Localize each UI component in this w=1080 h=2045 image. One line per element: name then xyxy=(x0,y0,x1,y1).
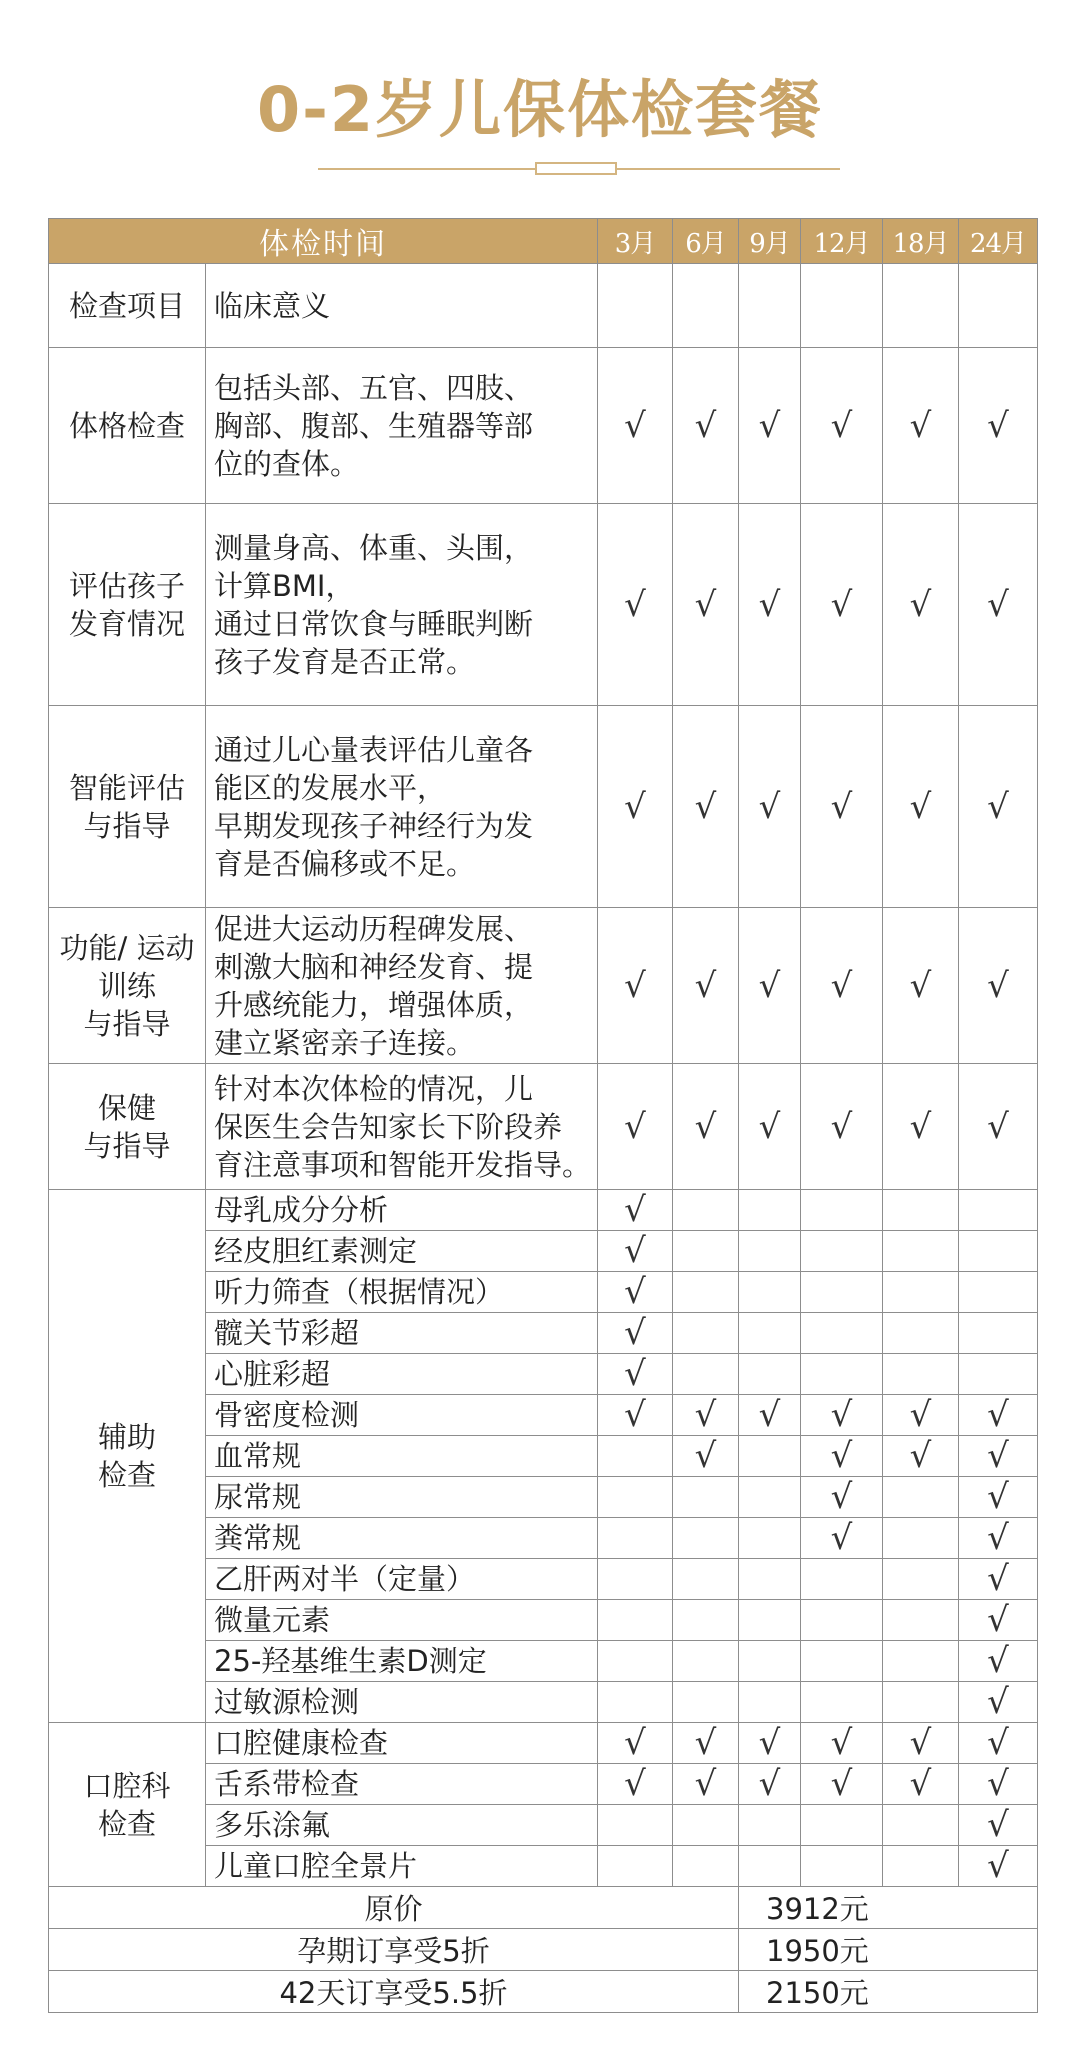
price-value: 2150元 xyxy=(766,1976,869,2010)
section-meaning-line: 保医生会告知家长下阶段养 xyxy=(214,1109,563,1144)
check-cell-24月 xyxy=(959,504,1038,706)
check-cell-12月 xyxy=(801,1723,883,1764)
check-mark-icon: √ xyxy=(624,1190,646,1230)
check-cell-24月 xyxy=(959,1723,1038,1764)
check-cell-9月 xyxy=(739,1600,801,1641)
sub-item-name: 髋关节彩超 xyxy=(206,1313,598,1354)
group-label-line: 检查 xyxy=(97,1806,156,1841)
check-cell-6月 xyxy=(673,1190,739,1231)
check-cell-24月 xyxy=(959,1231,1038,1272)
section-meaning-line: 位的查体。 xyxy=(214,446,360,481)
check-cell-3月 xyxy=(598,348,673,504)
section-meaning-line: 育是否偏移或不足。 xyxy=(214,846,476,881)
check-cell-3月 xyxy=(598,1846,673,1887)
section-meaning-line: 测量身高、体重、头围， xyxy=(214,530,534,565)
price-value: 1950元 xyxy=(766,1934,869,1968)
check-cell-9月 xyxy=(739,1272,801,1313)
section-row xyxy=(49,348,1038,504)
check-mark-icon: √ xyxy=(987,1518,1009,1558)
check-cell-6月 xyxy=(673,1436,739,1477)
section-item xyxy=(49,706,206,908)
check-cell-18月 xyxy=(883,1064,959,1190)
check-cell-12月 xyxy=(801,1231,883,1272)
check-cell-6月 xyxy=(673,1600,739,1641)
check-cell-18月 xyxy=(883,1764,959,1805)
check-mark-icon: √ xyxy=(830,1723,853,1763)
month-header: 24月 xyxy=(959,219,1038,264)
check-cell-9月 xyxy=(739,1723,801,1764)
check-cell-18月 xyxy=(883,1641,959,1682)
check-cell-24月 xyxy=(959,1641,1038,1682)
check-cell-24月 xyxy=(959,1354,1038,1395)
check-mark-icon: √ xyxy=(909,786,932,827)
check-cell-6月 xyxy=(673,1846,739,1887)
check-cell-12月 xyxy=(801,908,883,1064)
check-cell-6月 xyxy=(673,1559,739,1600)
check-mark-icon: √ xyxy=(830,1106,853,1147)
month-header: 9月 xyxy=(739,219,801,264)
check-cell-18月 xyxy=(883,1190,959,1231)
section-meaning xyxy=(206,504,598,706)
month-header: 6月 xyxy=(673,219,739,264)
check-cell-24月 xyxy=(959,348,1038,504)
check-cell-12月 xyxy=(801,1354,883,1395)
sub-item-name: 儿童口腔全景片 xyxy=(206,1846,598,1887)
sub-row xyxy=(49,1723,1038,1764)
check-mark-icon: √ xyxy=(987,1477,1009,1517)
check-mark-icon: √ xyxy=(624,1231,646,1271)
section-meaning-line: 建立紧密亲子连接。 xyxy=(214,1025,476,1060)
check-cell-12月 xyxy=(801,1764,883,1805)
check-cell-18月 xyxy=(883,1600,959,1641)
section-meaning-line: 针对本次体检的情况，儿 xyxy=(214,1071,534,1106)
check-mark-icon: √ xyxy=(909,1106,932,1147)
section-item-line: 功能/ 运动 xyxy=(59,930,195,965)
check-mark-icon: √ xyxy=(694,584,717,625)
check-cell-6月 xyxy=(673,1764,739,1805)
check-cell-12月 xyxy=(801,1313,883,1354)
check-cell-3月 xyxy=(598,1682,673,1723)
title-divider xyxy=(0,150,1080,190)
section-item-line: 训练 xyxy=(97,968,156,1003)
check-mark-icon: √ xyxy=(758,405,781,446)
check-mark-icon: √ xyxy=(694,1723,717,1763)
check-cell-6月 xyxy=(673,1313,739,1354)
check-cell-3月 xyxy=(598,1395,673,1436)
check-cell-9月 xyxy=(739,1805,801,1846)
check-mark-icon: √ xyxy=(987,1846,1009,1886)
check-cell-9月 xyxy=(739,1313,801,1354)
check-cell-3月 xyxy=(598,1190,673,1231)
check-cell-12月 xyxy=(801,504,883,706)
section-row xyxy=(49,706,1038,908)
check-cell-9月 xyxy=(739,504,801,706)
check-cell-6月 xyxy=(673,504,739,706)
price-value: 3912元 xyxy=(766,1892,869,1926)
check-cell-18月 xyxy=(883,1313,959,1354)
meaning-header: 临床意义 xyxy=(206,264,598,348)
check-cell-9月 xyxy=(739,348,801,504)
check-mark-icon: √ xyxy=(624,584,646,625)
check-cell-3月 xyxy=(598,1231,673,1272)
check-mark-icon: √ xyxy=(987,405,1009,446)
sub-item-name: 口腔健康检查 xyxy=(206,1723,598,1764)
month-header: 12月 xyxy=(801,219,883,264)
check-cell-3月 xyxy=(598,1723,673,1764)
section-item-line: 与指导 xyxy=(83,808,171,843)
check-mark-icon: √ xyxy=(830,584,853,625)
check-cell-3月 xyxy=(598,1764,673,1805)
section-item xyxy=(49,348,206,504)
check-cell-18月 xyxy=(883,1723,959,1764)
check-cell-9月 xyxy=(739,1518,801,1559)
check-mark-icon: √ xyxy=(987,1682,1009,1722)
check-cell-9月 xyxy=(739,1641,801,1682)
check-cell-3月 xyxy=(598,1354,673,1395)
check-cell-3月 xyxy=(598,1600,673,1641)
check-mark-icon: √ xyxy=(909,405,932,446)
check-cell-6月 xyxy=(673,1682,739,1723)
price-value-cell xyxy=(739,1971,1038,2013)
check-mark-icon: √ xyxy=(758,1395,781,1435)
check-mark-icon: √ xyxy=(624,1764,646,1804)
section-item xyxy=(49,908,206,1064)
check-mark-icon: √ xyxy=(758,584,781,625)
check-cell-6月 xyxy=(673,908,739,1064)
section-meaning-line: 胸部、腹部、生殖器等部 xyxy=(214,408,534,443)
section-item-line: 评估孩子 xyxy=(68,568,185,603)
check-mark-icon: √ xyxy=(758,965,781,1006)
empty-cell xyxy=(739,264,801,348)
checkup-table xyxy=(48,218,1038,2013)
check-cell-18月 xyxy=(883,1436,959,1477)
section-meaning xyxy=(206,348,598,504)
check-cell-24月 xyxy=(959,1395,1038,1436)
section-meaning-line: 促进大运动历程碑发展、 xyxy=(214,911,534,946)
check-mark-icon: √ xyxy=(624,965,646,1006)
sub-item-name: 心脏彩超 xyxy=(206,1354,598,1395)
check-cell-9月 xyxy=(739,1682,801,1723)
group-label-line: 检查 xyxy=(97,1458,156,1492)
sub-item-name: 母乳成分分析 xyxy=(206,1190,598,1231)
check-mark-icon: √ xyxy=(624,786,646,827)
check-mark-icon: √ xyxy=(694,405,717,446)
check-mark-icon: √ xyxy=(624,1272,646,1312)
check-mark-icon: √ xyxy=(758,786,781,827)
check-cell-24月 xyxy=(959,1190,1038,1231)
check-cell-12月 xyxy=(801,1436,883,1477)
sub-item-name: 微量元素 xyxy=(206,1600,598,1641)
section-item-line: 智能评估 xyxy=(68,770,185,805)
check-cell-18月 xyxy=(883,1231,959,1272)
price-label: 原价 xyxy=(49,1887,739,1929)
sub-item-name: 经皮胆红素测定 xyxy=(206,1231,598,1272)
check-cell-9月 xyxy=(739,1395,801,1436)
check-mark-icon: √ xyxy=(909,1436,932,1476)
check-mark-icon: √ xyxy=(987,584,1009,625)
check-mark-icon: √ xyxy=(694,1395,717,1435)
check-mark-icon: √ xyxy=(694,1436,717,1476)
check-cell-24月 xyxy=(959,1805,1038,1846)
check-cell-12月 xyxy=(801,1395,883,1436)
section-meaning-line: 能区的发展水平， xyxy=(214,770,447,805)
empty-cell xyxy=(598,264,673,348)
check-cell-6月 xyxy=(673,1477,739,1518)
check-cell-3月 xyxy=(598,1477,673,1518)
check-cell-24月 xyxy=(959,1064,1038,1190)
check-cell-12月 xyxy=(801,1477,883,1518)
check-cell-6月 xyxy=(673,1723,739,1764)
check-cell-3月 xyxy=(598,1559,673,1600)
check-mark-icon: √ xyxy=(830,786,853,827)
check-cell-6月 xyxy=(673,1354,739,1395)
check-cell-9月 xyxy=(739,706,801,908)
check-mark-icon: √ xyxy=(624,1354,646,1394)
empty-cell xyxy=(801,264,883,348)
check-cell-12月 xyxy=(801,706,883,908)
check-cell-6月 xyxy=(673,706,739,908)
check-cell-9月 xyxy=(739,1846,801,1887)
section-meaning xyxy=(206,908,598,1064)
check-cell-24月 xyxy=(959,1559,1038,1600)
check-cell-24月 xyxy=(959,1436,1038,1477)
check-cell-18月 xyxy=(883,1272,959,1313)
check-cell-3月 xyxy=(598,1641,673,1682)
check-cell-18月 xyxy=(883,908,959,1064)
check-cell-12月 xyxy=(801,1805,883,1846)
check-mark-icon: √ xyxy=(624,1106,646,1147)
check-cell-6月 xyxy=(673,1805,739,1846)
header-row xyxy=(49,219,1038,264)
item-header: 检查项目 xyxy=(49,264,206,348)
sub-item-name: 听力筛查（根据情况） xyxy=(206,1272,598,1313)
check-cell-12月 xyxy=(801,348,883,504)
check-cell-3月 xyxy=(598,1805,673,1846)
section-meaning-line: 通过日常饮食与睡眠判断 xyxy=(214,606,534,641)
check-cell-12月 xyxy=(801,1272,883,1313)
check-mark-icon: √ xyxy=(987,1106,1009,1147)
section-item-line: 保健 xyxy=(97,1090,156,1125)
empty-cell xyxy=(883,264,959,348)
section-row xyxy=(49,1064,1038,1190)
check-cell-18月 xyxy=(883,1477,959,1518)
check-cell-24月 xyxy=(959,1272,1038,1313)
sub-item-name: 舌系带检查 xyxy=(206,1764,598,1805)
check-mark-icon: √ xyxy=(758,1723,781,1763)
check-mark-icon: √ xyxy=(694,786,717,827)
check-mark-icon: √ xyxy=(987,1395,1009,1435)
check-mark-icon: √ xyxy=(987,1600,1009,1640)
check-cell-6月 xyxy=(673,348,739,504)
check-cell-18月 xyxy=(883,1559,959,1600)
check-mark-icon: √ xyxy=(987,1805,1009,1845)
check-cell-3月 xyxy=(598,1313,673,1354)
section-item-line: 与指导 xyxy=(83,1006,171,1041)
empty-cell xyxy=(959,264,1038,348)
section-meaning-line: 升感统能力，增强体质， xyxy=(214,987,534,1022)
check-mark-icon: √ xyxy=(987,965,1009,1006)
sub-item-name: 多乐涂氟 xyxy=(206,1805,598,1846)
price-row xyxy=(49,1929,1038,1971)
price-value-cell xyxy=(739,1929,1038,1971)
check-cell-12月 xyxy=(801,1600,883,1641)
check-cell-9月 xyxy=(739,1764,801,1805)
group-label xyxy=(49,1190,206,1723)
check-cell-3月 xyxy=(598,908,673,1064)
check-cell-9月 xyxy=(739,1231,801,1272)
section-item-line: 发育情况 xyxy=(68,606,185,641)
check-cell-12月 xyxy=(801,1641,883,1682)
check-cell-24月 xyxy=(959,706,1038,908)
check-mark-icon: √ xyxy=(694,965,717,1006)
check-cell-18月 xyxy=(883,1846,959,1887)
price-label: 42天订享受5.5折 xyxy=(49,1971,739,2013)
check-cell-6月 xyxy=(673,1641,739,1682)
check-mark-icon: √ xyxy=(694,1764,717,1804)
check-mark-icon: √ xyxy=(830,965,853,1006)
section-meaning-line: 刺激大脑和神经发育、提 xyxy=(214,949,534,984)
price-row xyxy=(49,1971,1038,2013)
check-cell-3月 xyxy=(598,1272,673,1313)
check-cell-6月 xyxy=(673,1518,739,1559)
check-cell-18月 xyxy=(883,706,959,908)
group-label-line: 口腔科 xyxy=(83,1768,171,1803)
price-label: 孕期订享受5折 xyxy=(49,1929,739,1971)
section-meaning-line: 计算BMI， xyxy=(214,568,355,603)
check-mark-icon: √ xyxy=(694,1106,717,1147)
check-mark-icon: √ xyxy=(987,1764,1009,1804)
sub-row xyxy=(49,1190,1038,1231)
check-cell-18月 xyxy=(883,1395,959,1436)
section-row xyxy=(49,908,1038,1064)
check-mark-icon: √ xyxy=(987,1641,1009,1681)
check-cell-9月 xyxy=(739,1190,801,1231)
section-meaning-line: 育注意事项和智能开发指导。 xyxy=(214,1147,592,1182)
check-cell-18月 xyxy=(883,1354,959,1395)
section-row xyxy=(49,504,1038,706)
check-cell-24月 xyxy=(959,1518,1038,1559)
section-item-line: 体格检查 xyxy=(68,408,185,443)
check-cell-24月 xyxy=(959,1313,1038,1354)
check-cell-9月 xyxy=(739,1559,801,1600)
check-mark-icon: √ xyxy=(909,1764,932,1804)
check-cell-18月 xyxy=(883,1682,959,1723)
check-cell-9月 xyxy=(739,1477,801,1518)
check-cell-12月 xyxy=(801,1064,883,1190)
group-label-line: 辅助 xyxy=(97,1420,156,1454)
check-mark-icon: √ xyxy=(830,1477,853,1517)
check-cell-6月 xyxy=(673,1272,739,1313)
check-cell-6月 xyxy=(673,1395,739,1436)
sub-item-name: 25-羟基维生素D测定 xyxy=(206,1641,598,1682)
section-item xyxy=(49,1064,206,1190)
check-mark-icon: √ xyxy=(987,1723,1009,1763)
check-mark-icon: √ xyxy=(830,405,853,446)
sub-item-name: 血常规 xyxy=(206,1436,598,1477)
check-mark-icon: √ xyxy=(830,1436,853,1476)
time-label: 体检时间 xyxy=(49,219,598,264)
check-mark-icon: √ xyxy=(830,1764,853,1804)
check-cell-12月 xyxy=(801,1559,883,1600)
check-cell-3月 xyxy=(598,706,673,908)
check-cell-3月 xyxy=(598,504,673,706)
check-cell-6月 xyxy=(673,1064,739,1190)
check-cell-9月 xyxy=(739,1354,801,1395)
check-mark-icon: √ xyxy=(624,1395,646,1435)
check-cell-18月 xyxy=(883,504,959,706)
check-mark-icon: √ xyxy=(909,584,932,625)
check-cell-12月 xyxy=(801,1518,883,1559)
sub-item-name: 骨密度检测 xyxy=(206,1395,598,1436)
check-cell-18月 xyxy=(883,1518,959,1559)
section-meaning-line: 包括头部、五官、四肢、 xyxy=(214,370,534,405)
check-mark-icon: √ xyxy=(987,1436,1009,1476)
check-cell-9月 xyxy=(739,1436,801,1477)
check-mark-icon: √ xyxy=(987,786,1009,827)
section-meaning-line: 孩子发育是否正常。 xyxy=(214,644,476,679)
check-cell-3月 xyxy=(598,1064,673,1190)
sub-item-name: 过敏源检测 xyxy=(206,1682,598,1723)
check-mark-icon: √ xyxy=(624,1723,646,1763)
check-mark-icon: √ xyxy=(909,965,932,1006)
check-cell-3月 xyxy=(598,1518,673,1559)
section-meaning xyxy=(206,1064,598,1190)
check-cell-24月 xyxy=(959,1846,1038,1887)
check-cell-24月 xyxy=(959,1682,1038,1723)
month-header: 18月 xyxy=(883,219,959,264)
check-cell-3月 xyxy=(598,1436,673,1477)
price-value-cell xyxy=(739,1887,1038,1929)
empty-cell xyxy=(673,264,739,348)
section-meaning-line: 通过儿心量表评估儿童各 xyxy=(214,732,534,767)
check-mark-icon: √ xyxy=(830,1518,853,1558)
check-mark-icon: √ xyxy=(987,1559,1009,1599)
check-cell-24月 xyxy=(959,908,1038,1064)
sub-item-name: 乙肝两对半（定量） xyxy=(206,1559,598,1600)
check-cell-6月 xyxy=(673,1231,739,1272)
check-cell-24月 xyxy=(959,1477,1038,1518)
page-title: 0-2岁儿保体检套餐 xyxy=(256,73,823,146)
check-cell-24月 xyxy=(959,1600,1038,1641)
check-mark-icon: √ xyxy=(909,1395,932,1435)
sub-item-name: 粪常规 xyxy=(206,1518,598,1559)
section-item-line: 与指导 xyxy=(83,1128,171,1163)
check-mark-icon: √ xyxy=(909,1723,932,1763)
check-cell-12月 xyxy=(801,1682,883,1723)
check-mark-icon: √ xyxy=(624,405,646,446)
check-mark-icon: √ xyxy=(758,1106,781,1147)
check-cell-24月 xyxy=(959,1764,1038,1805)
check-cell-9月 xyxy=(739,1064,801,1190)
section-meaning-line: 早期发现孩子神经行为发 xyxy=(214,808,534,843)
section-meaning xyxy=(206,706,598,908)
group-label xyxy=(49,1723,206,1887)
column-header-row xyxy=(49,264,1038,348)
month-header: 3月 xyxy=(598,219,673,264)
check-cell-18月 xyxy=(883,348,959,504)
sub-item-name: 尿常规 xyxy=(206,1477,598,1518)
check-cell-18月 xyxy=(883,1805,959,1846)
check-cell-12月 xyxy=(801,1190,883,1231)
check-cell-12月 xyxy=(801,1846,883,1887)
price-row xyxy=(49,1887,1038,1929)
check-mark-icon: √ xyxy=(624,1313,646,1353)
section-item xyxy=(49,504,206,706)
check-cell-9月 xyxy=(739,908,801,1064)
check-mark-icon: √ xyxy=(758,1764,781,1804)
check-mark-icon: √ xyxy=(830,1395,853,1435)
